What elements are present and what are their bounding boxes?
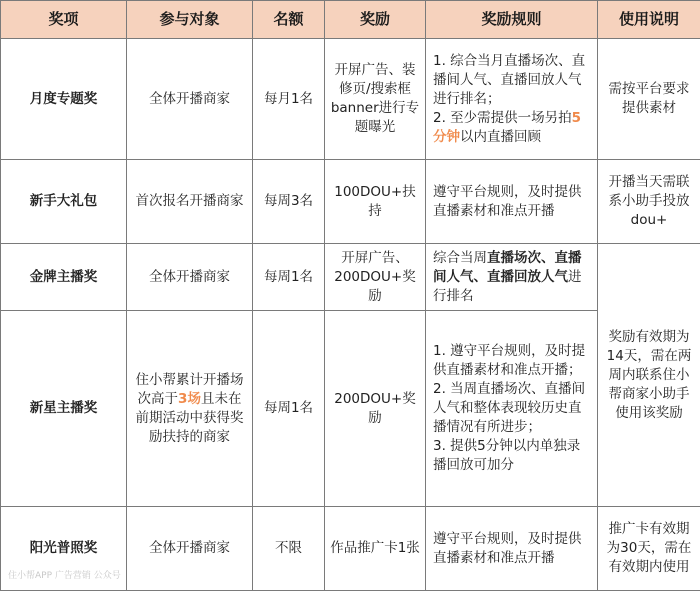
bold-text: 直播间人气 [433,250,582,285]
award-name: 新手大礼包 [1,160,127,244]
table-row [1,160,700,244]
target-text: 且未在前期活动中获得奖励扶持的商家 [136,391,244,445]
header-usage: 使用说明 [598,1,700,39]
award-name: 金牌主播奖 [1,244,127,311]
rule-text: 以内直播回顾 [460,129,541,145]
bold-text: 、 [541,250,555,266]
usage-cell: 需按平台要求提供素材 [598,39,700,160]
header-quota: 名额 [253,1,325,39]
award-name: 新星主播奖 [1,311,127,507]
usage-cell: 奖励有效期为14天，需在两周内联系住小帮商家小助手使用该奖励 [598,244,700,507]
award-name: 月度专题奖 [1,39,127,160]
target-cell: 全体开播商家 [127,507,253,591]
reward-cell: 开屏广告、装修页/搜索框banner进行专题曝光 [325,39,426,160]
bold-text: 、 [474,269,488,285]
quota-cell: 每周3名 [253,160,325,244]
rule-line: 1. 综合当月直播场次、直播间人气、直播回放人气进行排名； [433,52,593,109]
rule-line: 3. 提供5分钟以内单独录播回放可加分 [433,437,593,475]
usage-cell: 推广卡有效期为30天，需在有效期内使用 [598,507,700,591]
rule-cell [426,311,598,507]
table-header-row [1,1,700,39]
header-award: 奖项 [1,1,127,39]
rule-cell [426,39,598,160]
quota-cell: 每周1名 [253,244,325,311]
rule-cell [426,244,598,311]
quota-cell: 每月1名 [253,39,325,160]
header-target: 参与对象 [127,1,253,39]
table-row [1,39,700,160]
rule-cell: 遵守平台规则，及时提供直播素材和准点开播 [426,507,598,591]
highlight-text: 3场 [178,391,201,407]
reward-cell: 200DOU+奖励 [325,311,426,507]
reward-cell: 作品推广卡1张 [325,507,426,591]
target-text: 住小帮累计开播场次高于 [136,372,244,407]
watermark: 住小帮APP 广告营销 公众号 [8,568,121,581]
rule-text: 综合当周 [433,250,487,266]
bold-text: 直播场次 [487,250,541,266]
rule-line [433,109,593,147]
reward-cell: 100DOU+扶持 [325,160,426,244]
rule-line: 1. 遵守平台规则，及时提供直播素材和准点开播； [433,342,593,380]
target-cell: 首次报名开播商家 [127,160,253,244]
rule-line: 2. 当周直播场次、直播间人气和整体表现较历史直播情况有所进步； [433,380,593,437]
bold-text: 直播回放人气 [487,269,568,285]
award-name: 阳光普照奖 [1,507,127,591]
quota-cell: 每周1名 [253,311,325,507]
header-reward: 奖励 [325,1,426,39]
rule-text: 进行排名 [433,269,582,304]
target-cell: 全体开播商家 [127,39,253,160]
table-row [1,311,700,507]
highlight-text: 5分钟 [433,110,581,145]
header-rule: 奖励规则 [426,1,598,39]
reward-cell: 开屏广告、200DOU+奖励 [325,244,426,311]
table-row [1,244,700,311]
target-cell [127,311,253,507]
target-cell: 全体开播商家 [127,244,253,311]
usage-cell: 开播当天需联系小助手投放dou+ [598,160,700,244]
quota-cell: 不限 [253,507,325,591]
rule-cell: 遵守平台规则，及时提供直播素材和准点开播 [426,160,598,244]
rule-text: 2. 至少需提供一场另拍 [433,110,572,126]
